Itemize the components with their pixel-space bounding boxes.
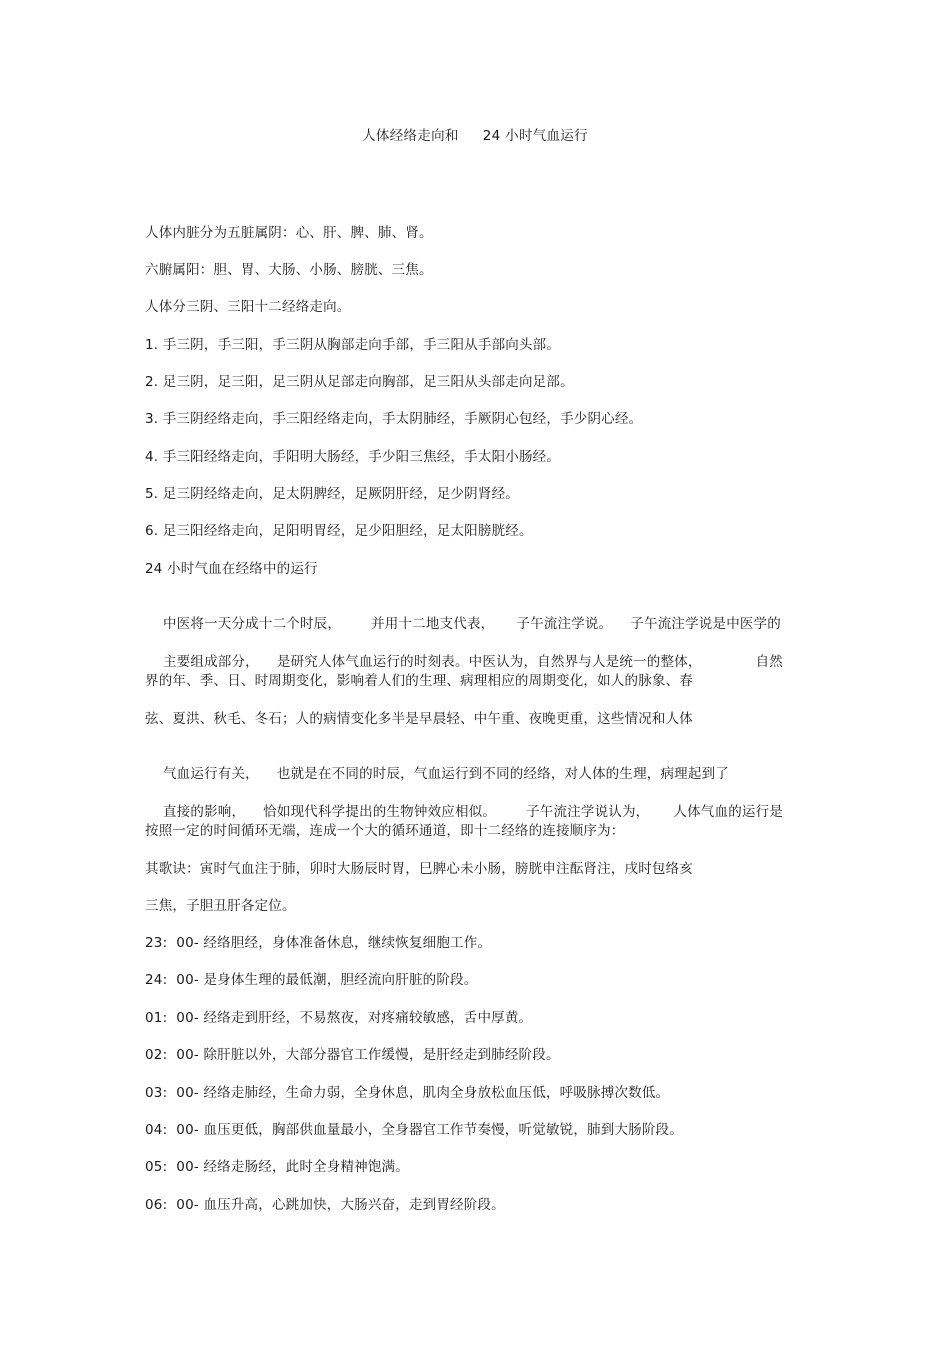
- para-seg: 自然: [755, 654, 783, 670]
- para-seg: 人体气血的运行是: [673, 804, 783, 820]
- hour-entry-01: 01: 00- 经络走到肝经，不易熬夜，对疼痛较敏感，舌中厚黄。: [145, 1010, 533, 1026]
- hour-entry-04: 04: 00- 血压更低，胸部供血量最小，全身器官工作节奏慢，听觉敏锐，肺到大肠阶段。: [145, 1122, 683, 1138]
- paragraph-line-7: 按照一定的时间循环无端，连成一个大的循环通道，即十二经络的连接顺序为：: [145, 823, 625, 839]
- title-part-1: 人体经络走向和: [362, 128, 459, 144]
- para-seg: 气血运行有关，: [162, 766, 259, 782]
- list-item-1: 1. 手三阴，手三阳，手三阴从胸部走向手部，手三阳从手部向头部。: [145, 337, 561, 353]
- hour-entry-24: 24: 00- 是身体生理的最低潮，胆经流向肝脏的阶段。: [145, 972, 478, 988]
- para-seg: 恰如现代科学提出的生物钟效应相似。: [263, 804, 497, 820]
- paragraph-line-8: 其歌诀：寅时气血注于肺，卯时大肠辰时胃，巳脾心未小肠，膀胱申注酝肾注，戌时包络亥: [145, 861, 693, 877]
- paragraph-line-4: 弦、夏洪、秋毛、冬石；人的病情变化多半是早晨轻、中午重、夜晚更重，这些情况和人体: [145, 711, 693, 727]
- text-line-meridians: 人体分三阴、三阳十二经络走向。: [145, 299, 351, 315]
- para-seg: 主要组成部分，: [162, 654, 259, 670]
- paragraph-line-3: 界的年、季、日、时周期变化，影响着人们的生理、病理相应的周期变化，如人的脉象、春: [145, 673, 693, 689]
- para-seg: 也就是在不同的时辰，气血运行到不同的经络，对人体的生理，病理起到了: [276, 766, 729, 782]
- hour-entry-23: 23: 00- 经络胆经，身体准备休息，继续恢复细胞工作。: [145, 935, 492, 951]
- list-item-5: 5. 足三阴经络走向，足太阴脾经，足厥阴肝经，足少阴肾经。: [145, 486, 519, 502]
- text-line-zang: 人体内脏分为五脏属阴：心、肝、脾、肺、肾。: [145, 225, 433, 241]
- para-seg: 子午流注学说。: [516, 616, 613, 632]
- title-part-2: 24 小时气血运行: [482, 128, 588, 144]
- list-item-2: 2. 足三阴，足三阳，足三阴从足部走向胸部，足三阳从头部走向足部。: [145, 374, 574, 390]
- document-title: [0, 124, 950, 144]
- para-seg: 直接的影响，: [162, 804, 246, 820]
- text-line-fu: 六腑属阳：胆、胃、大肠、小肠、膀胱、三焦。: [145, 262, 433, 278]
- para-seg: 并用十二地支代表，: [371, 616, 495, 632]
- hour-entry-03: 03: 00- 经络走肺经，生命力弱，全身休息，肌肉全身放松血压低，呼吸脉搏次数低。: [145, 1085, 670, 1101]
- para-seg: 是研究人体气血运行的时刻表。中医认为，自然界与人是统一的整体，: [276, 654, 702, 670]
- hour-entry-06: 06: 00- 血压升高，心跳加快，大肠兴奋，走到胃经阶段。: [145, 1197, 505, 1213]
- hour-entry-02: 02: 00- 除肝脏以外，大部分器官工作缓慢，是肝经走到肺经阶段。: [145, 1047, 560, 1063]
- para-seg: 子午流注学说认为，: [526, 804, 650, 820]
- paragraph-line-9: 三焦，子胆丑肝各定位。: [145, 898, 296, 914]
- list-item-3: 3. 手三阴经络走向，手三阳经络走向，手太阴肺经，手厥阴心包经，手少阴心经。: [145, 411, 643, 427]
- hour-entry-05: 05: 00- 经络走肠经，此时全身精神饱满。: [145, 1159, 409, 1175]
- para-seg: 子午流注学说是中医学的: [630, 616, 781, 632]
- section-heading-24h: 24 小时气血在经络中的运行: [145, 561, 318, 577]
- para-seg: 中医将一天分成十二个时辰，: [162, 616, 342, 632]
- list-item-6: 6. 足三阳经络走向，足阳明胃经，足少阳胆经，足太阳膀胱经。: [145, 523, 533, 539]
- list-item-4: 4. 手三阳经络走向，手阳明大肠经，手少阳三焦经，手太阳小肠经。: [145, 449, 561, 465]
